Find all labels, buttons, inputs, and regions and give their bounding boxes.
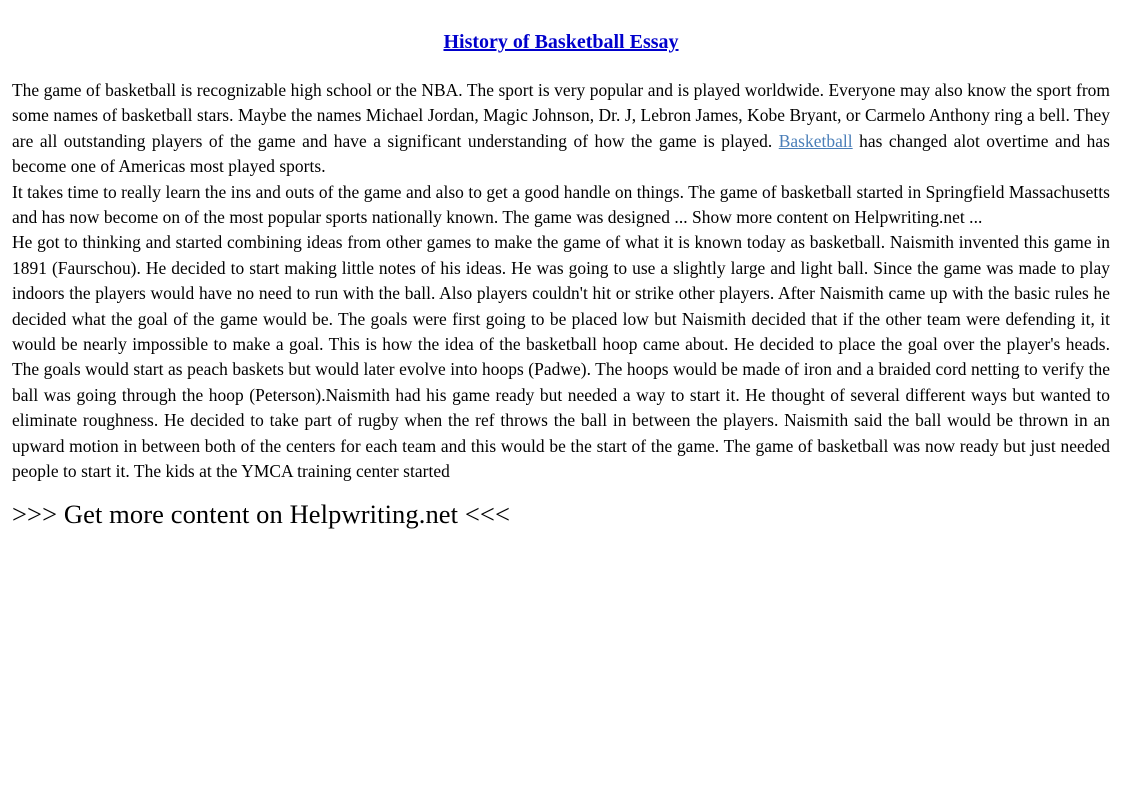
basketball-link[interactable]: Basketball [778,130,853,151]
paragraph-intro [12,78,1110,180]
paragraph-main: He got to thinking and started combining ideas from other games to make the game of what it is known today as basketball. Naismith invented this game in 1891 (Faurschou). He decided to start making little notes of his ideas. He was going to use a slightly large and light ball. Since the game was made to play indoors the players would have no need to run with the ball. Also players couldn't hit or strike other players. After Naismith came up with the basic rules he decided what the goal of the game would be. The goals were first going to be placed low but Naismith decided that if the other team were defending it, it would be nearly impossible to make a goal. This is how the idea of the basketball hoop came about. He decided to place the goal over the player's heads. The goals would start as peach baskets but would later evolve into hoops (Padwe). The hoops would be made of iron and a braided cord netting to verify the ball was going through the hoop (Peterson).Naismith had his game ready but needed a way to start it. He thought of several different ways but wanted to eliminate roughness. He decided to take part of rugby when the ref throws the ball in between the players. Naismith said the ball would be thrown in an upward motion in between both of the centers for each team and this would be the start of the game. The game of basketball was now ready but just needed people to start it. The kids at the YMCA training center started [12,232,1110,482]
document-page [12,0,1110,530]
paragraph-intro-text-before: The game of basketball is recognizable high school or the NBA. The sport is very popular and is played worldwide. Everyone may also know the sport from some names of basketball stars. Maybe the names Michael Jordan, Magic Johnson, Dr. J, Lebron James, Kobe Bryant, or Carmelo Anthony ring a bell. They are all outstanding players of the game and have a significant understanding of how the game is played. [12,80,1110,151]
essay-body [12,78,1110,485]
get-more-content-link[interactable]: >>> Get more content on Helpwriting.net <<< [12,498,510,529]
title-container [12,31,1110,57]
paragraph-preview: It takes time to really learn the ins and outs of the game and also to get a good handle on things. The game of basketball started in Springfield Massachusetts and has now become on of the most popular sports nationally known. The game was designed ... Show more content on Helpwriting.net ... [12,181,1110,228]
paragraph-intro-text-after: has changed alot overtime and has become one of Americas most played sports. [12,130,1110,177]
essay-title-link[interactable]: History of Basketball Essay [443,31,679,53]
